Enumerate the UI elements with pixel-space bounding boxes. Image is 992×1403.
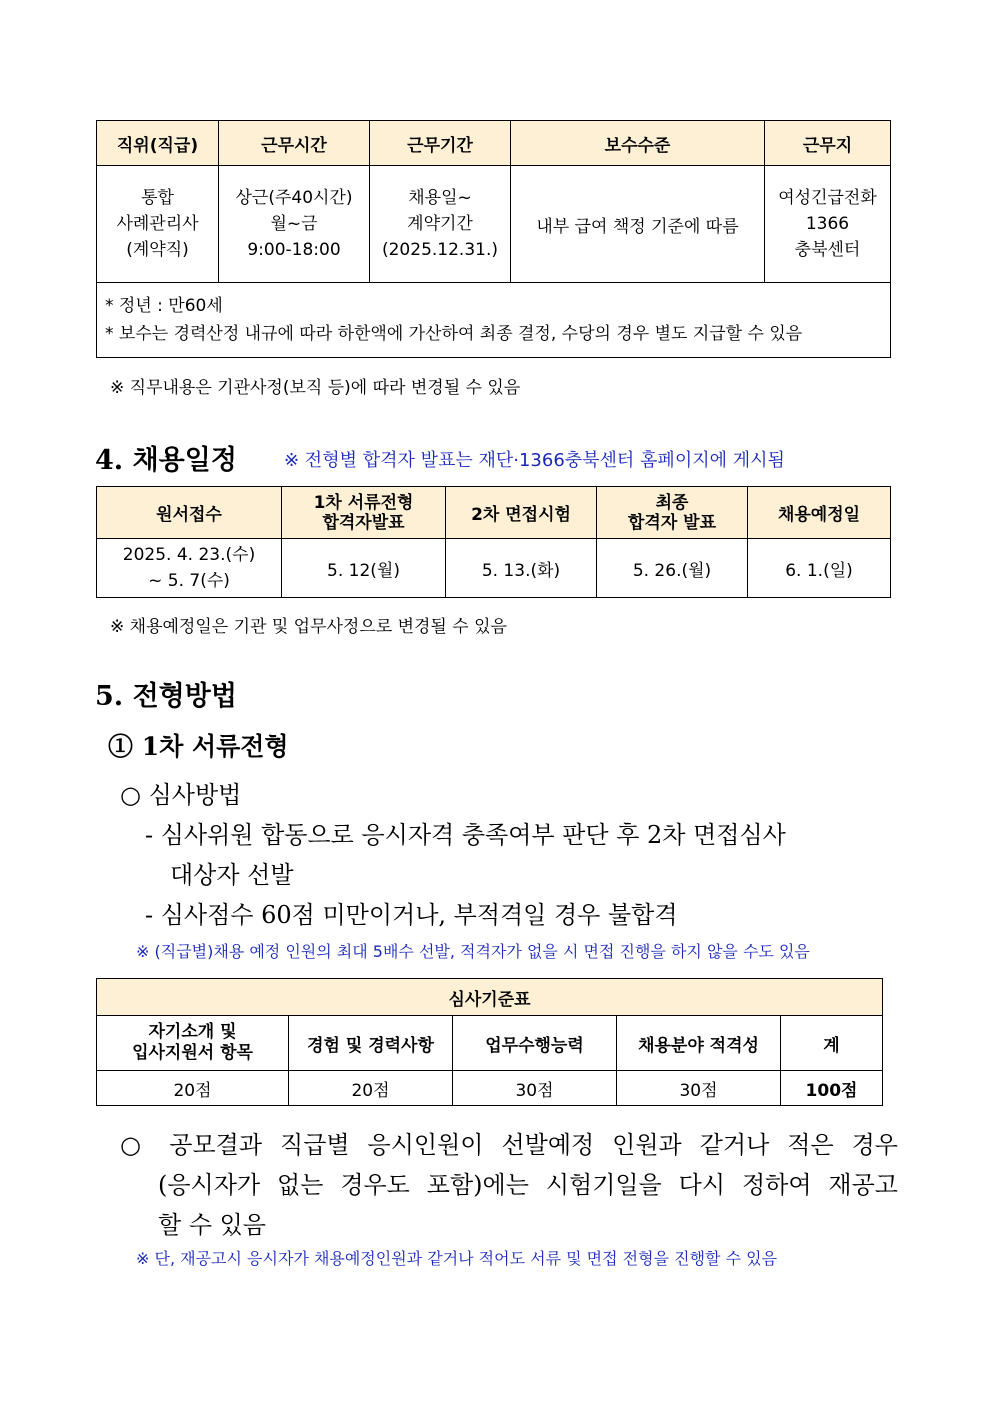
- header-line: 입사지원서 항목: [132, 1043, 253, 1063]
- dash-review-1b: 대상자 선발: [170, 861, 294, 889]
- cell-line: 충북센터: [794, 240, 861, 260]
- cell-line: 채용일~: [408, 188, 472, 208]
- cell-line: 1366: [805, 214, 850, 234]
- section4-title: 4. 채용일정: [95, 445, 237, 476]
- footnote-retirement: * 정년 : 만60세: [105, 296, 223, 316]
- cell-doc-result: 5. 12(월): [282, 539, 446, 598]
- criteria-header-fit: 채용분야 적격성: [617, 1016, 781, 1071]
- cell-line: 9:00-18:00: [247, 240, 341, 260]
- schedule-note: ※ 채용예정일은 기관 및 업무사정으로 변경될 수 있음: [110, 617, 507, 637]
- cell-application: [97, 539, 282, 598]
- score-intro: 20점: [97, 1071, 289, 1106]
- bullet-readvertise-line2: (응시자가 없는 경우도 포함)에는 시험기일을 다시 정하여 재공고: [158, 1171, 898, 1199]
- cell-line: 계약기간: [407, 214, 473, 234]
- criteria-header-experience: 경험 및 경력사항: [289, 1016, 453, 1071]
- cell-line: 2025. 4. 23.(수): [122, 545, 256, 565]
- section4-note: ※ 전형별 합격자 발표는 재단·1366충북센터 홈페이지에 게시됨: [284, 450, 785, 471]
- header-line: 합격자 발표: [627, 512, 717, 533]
- header-application: [97, 487, 282, 539]
- footnote-pay: * 보수는 경력산정 내규에 따라 하한액에 가산하여 최종 결정, 수당의 경우 별도 지급할 수 있음: [105, 324, 803, 344]
- cell-line: 내부 급여 책정 기준에 따름: [536, 216, 739, 237]
- dash-review-2: - 심사점수 60점 미만이거나, 부적격일 경우 불합격: [145, 901, 678, 929]
- bullet-readvertise-line1: ○ 공모결과 직급별 응시인원이 선발예정 인원과 같거나 적은 경우: [120, 1131, 898, 1159]
- header-hire-date: [748, 487, 891, 539]
- header-line: 1차 서류전형: [313, 492, 414, 513]
- criteria-header-total: 계: [781, 1016, 883, 1071]
- header-position: 직위(직급): [97, 121, 219, 166]
- job-table: [96, 120, 891, 358]
- cell-line: 통합: [141, 188, 174, 208]
- cell-line: 상근(주40시간): [235, 188, 353, 208]
- bullet-readvertise-line3: 할 수 있음: [158, 1211, 266, 1239]
- score-experience: 20점: [289, 1071, 453, 1106]
- job-footnotes: [97, 283, 891, 358]
- cell-line: (계약직): [126, 240, 189, 260]
- cell-period: [370, 166, 511, 283]
- header-hours: 근무시간: [219, 121, 370, 166]
- score-ability: 30점: [453, 1071, 617, 1106]
- criteria-header-intro: [97, 1016, 289, 1071]
- cell-line: (2025.12.31.): [381, 240, 498, 260]
- header-line: 2차 면접시험: [471, 505, 571, 525]
- header-line: 자기소개 및: [148, 1022, 237, 1042]
- cell-interview: 5. 13.(화): [446, 539, 597, 598]
- blue-note-selection: ※ (직급별)채용 예정 인원의 최대 5배수 선발, 적격자가 없을 시 면접 진행을 하지 않을 수도 있음: [136, 942, 810, 961]
- header-line: 합격자발표: [322, 512, 405, 533]
- section5-title: 5. 전형방법: [95, 681, 237, 712]
- cell-position: [97, 166, 219, 283]
- cell-location: [765, 166, 891, 283]
- cell-line: 여성긴급전화: [778, 188, 877, 208]
- schedule-table: [96, 486, 891, 598]
- header-final-result: [597, 487, 748, 539]
- header-interview: [446, 487, 597, 539]
- dash-review-1a: - 심사위원 합동으로 응시자격 충족여부 판단 후 2차 면접심사: [145, 821, 786, 849]
- job-note: ※ 직무내용은 기관사정(보직 등)에 따라 변경될 수 있음: [110, 378, 521, 398]
- blue-note-readvertise: ※ 단, 재공고시 응시자가 채용예정인원과 같거나 적어도 서류 및 면접 전형을 진행할 수 있음: [136, 1249, 778, 1268]
- subsection-doc-screening: ① 1차 서류전형: [108, 732, 289, 761]
- criteria-title: 심사기준표: [97, 979, 883, 1016]
- header-line: 채용예정일: [777, 505, 861, 525]
- cell-pay: [511, 166, 765, 283]
- cell-hours: [219, 166, 370, 283]
- criteria-header-ability: 업무수행능력: [453, 1016, 617, 1071]
- cell-line: ~ 5. 7(수): [148, 571, 230, 591]
- bullet-review-method: ○ 심사방법: [120, 781, 242, 809]
- header-pay: 보수수준: [511, 121, 765, 166]
- cell-final-result: 5. 26.(월): [597, 539, 748, 598]
- header-period: 근무기간: [370, 121, 511, 166]
- score-fit: 30점: [617, 1071, 781, 1106]
- cell-hire-date: 6. 1.(일): [748, 539, 891, 598]
- cell-line: 사례관리사: [116, 214, 199, 234]
- criteria-table: [96, 978, 883, 1106]
- header-line: 최종: [655, 492, 689, 513]
- header-line: 원서접수: [156, 505, 222, 525]
- score-total: 100점: [781, 1071, 883, 1106]
- header-location: 근무지: [765, 121, 891, 166]
- cell-line: 월~금: [270, 214, 318, 234]
- header-doc-result: [282, 487, 446, 539]
